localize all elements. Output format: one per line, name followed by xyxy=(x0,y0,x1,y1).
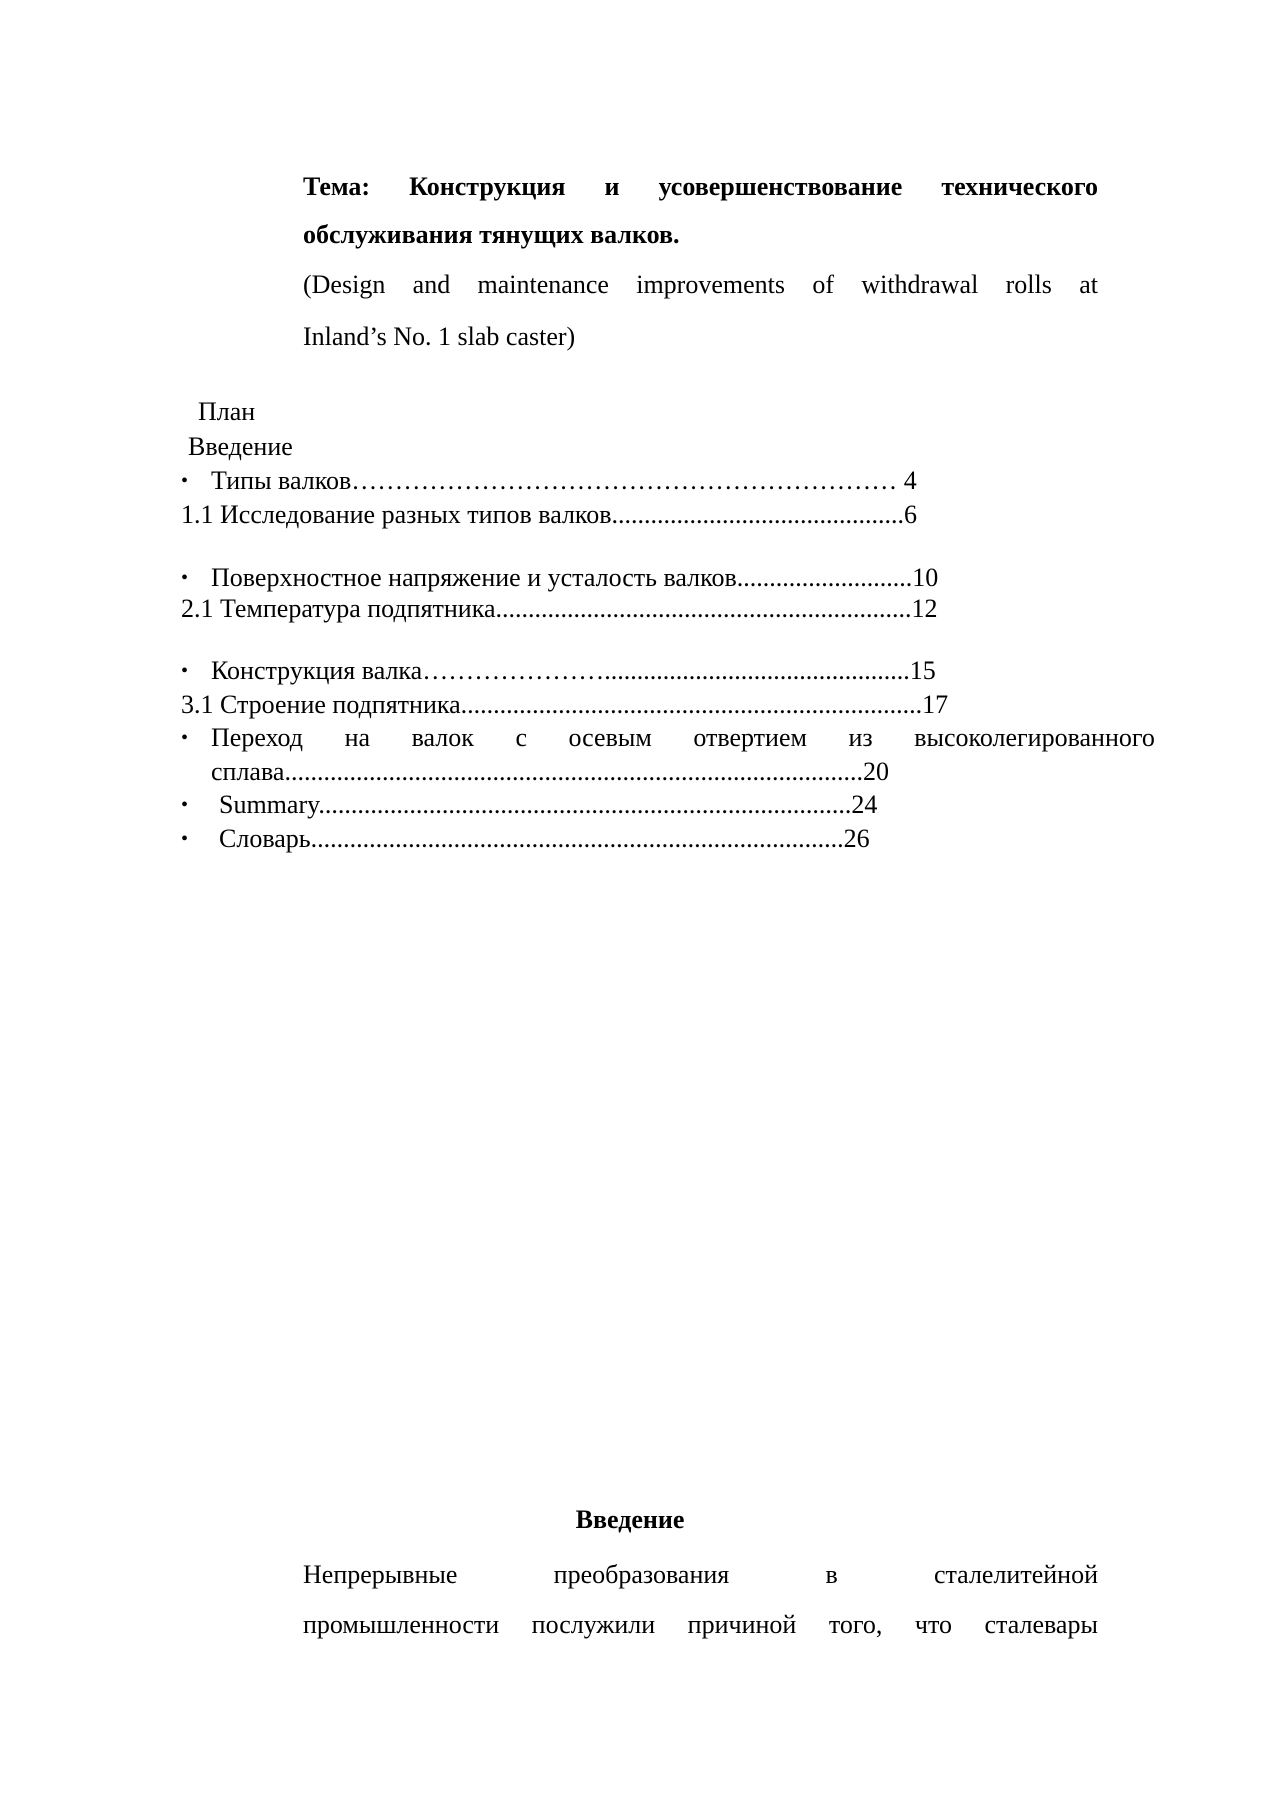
english-word: (Design xyxy=(303,270,386,299)
english-word: at xyxy=(1079,270,1098,299)
topic-word: Тема: xyxy=(303,172,371,201)
bullet-icon: • xyxy=(181,727,189,749)
topic-word: и xyxy=(604,172,620,201)
intro-body xyxy=(303,1550,1098,1650)
english-word: maintenance xyxy=(477,270,609,299)
bullet-icon: • xyxy=(181,470,189,492)
toc-entry-glossary: Словарь..................................................................................26 xyxy=(219,824,870,853)
toc-entry-transition-cont: сплава.........................................................................................20 xyxy=(211,757,889,786)
bullet-icon: • xyxy=(181,794,189,816)
topic-english-line-1 xyxy=(303,259,1098,311)
toc-entry-structure: 3.1 Строение подпятника.......................................................................17 xyxy=(181,690,949,719)
topic-english-line-2: Inland’s No. 1 slab caster) xyxy=(303,322,576,351)
intro-word: Непрерывные xyxy=(303,1560,458,1589)
toc-word: высоколегированного xyxy=(914,723,1155,752)
toc-intro-label: Введение xyxy=(188,432,293,461)
english-word: withdrawal xyxy=(861,270,979,299)
plan-label: План xyxy=(198,397,256,426)
toc-entry-research: 1.1 Исследование разных типов валков.............................................6 xyxy=(181,500,918,529)
intro-word: промышленности xyxy=(303,1610,500,1639)
intro-word: в xyxy=(825,1560,838,1589)
toc-word: валок xyxy=(411,723,474,752)
toc-word: с xyxy=(515,723,527,752)
intro-word: того, xyxy=(828,1610,883,1639)
topic-block xyxy=(303,163,1098,363)
topic-word: Конструкция xyxy=(409,172,566,201)
toc-entry-construction: Конструкция валка…………………...............................................15 xyxy=(211,656,936,685)
toc-entry-summary: Summary..................................................................................24 xyxy=(219,790,878,819)
bullet-icon: • xyxy=(181,660,189,682)
topic-line-1 xyxy=(303,163,1098,211)
toc-word: из xyxy=(848,723,873,752)
topic-line-2: обслуживания тянущих валков. xyxy=(303,220,680,249)
intro-word: сталелитейной xyxy=(933,1560,1098,1589)
intro-word: что xyxy=(914,1610,952,1639)
intro-line-1 xyxy=(303,1550,1098,1600)
intro-word: преобразования xyxy=(553,1560,730,1589)
toc-word: осевым xyxy=(568,723,652,752)
toc-entry-transition xyxy=(211,722,1155,754)
english-word: improvements xyxy=(636,270,785,299)
toc-entry-temperature: 2.1 Температура подпятника................................................................12 xyxy=(181,594,938,623)
toc-word: Переход xyxy=(211,723,304,752)
toc-entry-surface: Поверхностное напряжение и усталость валков...........................10 xyxy=(211,563,939,592)
toc-word: отвертием xyxy=(693,723,807,752)
topic-word: технического xyxy=(941,172,1098,201)
bullet-icon: • xyxy=(181,567,189,589)
intro-heading: Введение xyxy=(575,1505,685,1534)
toc-entry-types: Типы валков……………………………………………………… 4 xyxy=(211,466,917,495)
english-word: and xyxy=(412,270,451,299)
bullet-icon: • xyxy=(181,828,189,850)
intro-word: причиной xyxy=(687,1610,797,1639)
toc-word: на xyxy=(344,723,371,752)
english-word: of xyxy=(812,270,834,299)
intro-word: сталевары xyxy=(984,1610,1098,1639)
intro-word: послужили xyxy=(531,1610,656,1639)
english-word: rolls xyxy=(1005,270,1052,299)
intro-line-2 xyxy=(303,1600,1098,1650)
topic-word: усовершенствование xyxy=(658,172,903,201)
